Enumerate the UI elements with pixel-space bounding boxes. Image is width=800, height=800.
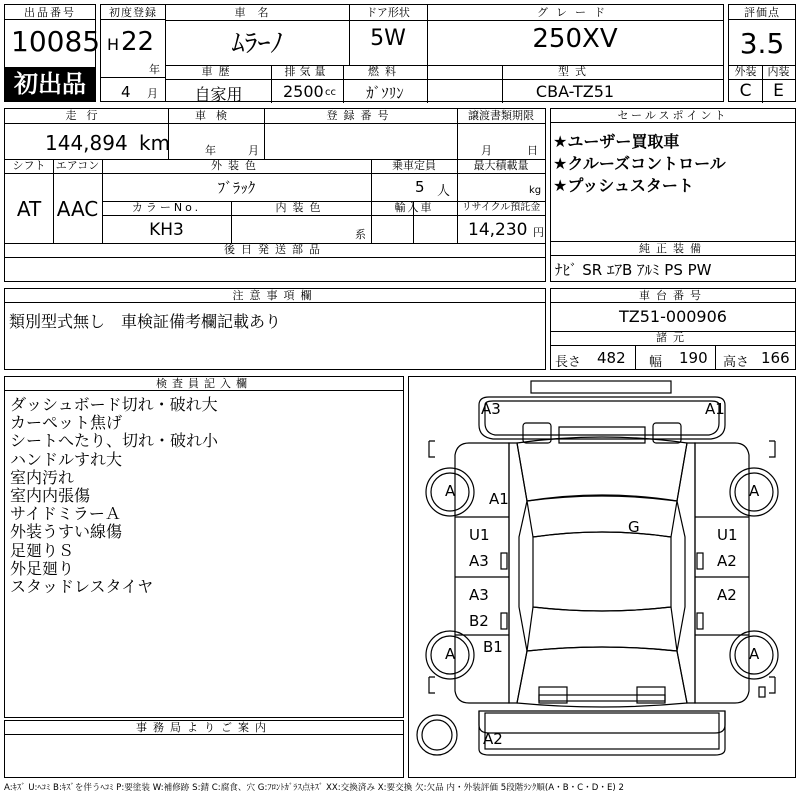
- inspector-item: ハンドルすれ大: [10, 449, 123, 469]
- width-label: 幅: [649, 355, 663, 370]
- genuine-equipment-box: [550, 242, 796, 282]
- transfer-deadline-label: 譲渡書類期限: [468, 109, 534, 122]
- load-label: 最大積載量: [473, 159, 529, 172]
- mark-door-rl-2: B2: [469, 612, 489, 630]
- ac-label: エアコン: [55, 159, 100, 172]
- exterior-label: 外装: [734, 65, 757, 78]
- inspector-item: スタッドレスタイヤ: [10, 577, 154, 597]
- recycle-label: リサイクル預託金: [461, 202, 541, 213]
- sales-points-label: セールスポイント: [551, 109, 795, 123]
- interior-color-unit: 系: [355, 228, 366, 241]
- mark-door-fl-1: U1: [469, 526, 490, 544]
- length-label: 長さ: [555, 355, 582, 370]
- color-label: 外装色: [211, 159, 262, 172]
- score-label: 評価点: [729, 5, 795, 20]
- ac: AAC: [56, 197, 99, 221]
- fuel-label: 燃料: [368, 65, 402, 78]
- interior-color-label: 内装色: [275, 201, 327, 214]
- door-type: 5W: [370, 26, 406, 51]
- mark-door-rr-1: A2: [717, 586, 737, 604]
- mileage-value: 144,894: [45, 131, 128, 155]
- office-box: [4, 720, 404, 778]
- mark-fender-fl: A1: [489, 490, 509, 508]
- mark-tire-rr: A: [749, 645, 760, 663]
- mark-door-fr-1: U1: [717, 526, 738, 544]
- inspector-item: 室内内張傷: [10, 486, 91, 506]
- inspector-list: [10, 396, 218, 596]
- grade-label: グレード: [537, 6, 613, 19]
- score: 3.5: [739, 27, 785, 60]
- color: ﾌﾞﾗｯｸ: [217, 179, 256, 197]
- capacity-unit: 人: [437, 184, 451, 199]
- displacement-unit: cc: [325, 87, 336, 98]
- import-label: 輸入車: [394, 201, 434, 214]
- inspector-box: [4, 376, 404, 718]
- inspector-item: シートへたり、切れ・破れ小: [10, 431, 219, 451]
- mileage-unit: km: [139, 131, 171, 155]
- color-no: KH3: [149, 220, 184, 240]
- mark-door-fl-2: A3: [469, 552, 489, 570]
- mark-rear-bumper: A2: [483, 730, 503, 748]
- inspector-item: 外装うすい線傷: [10, 522, 123, 542]
- recycle-value: 14,230: [468, 220, 528, 240]
- mileage-label: 走行: [65, 109, 108, 122]
- inspection-year-unit: 年: [205, 144, 216, 157]
- reg-label: 初度登録: [101, 5, 165, 20]
- height-value: 166: [761, 349, 790, 367]
- mark-door-rl-1: A3: [469, 586, 489, 604]
- era: H: [107, 35, 120, 54]
- width-value: 190: [679, 349, 708, 367]
- first-listing-badge: 初出品: [5, 67, 95, 101]
- score-box: [728, 4, 796, 102]
- sales-point-3: ★プッシュスタート: [553, 176, 694, 195]
- sales-point-1: ★ユーザー買取車: [553, 132, 680, 151]
- inspector-item: カーペット焦げ: [10, 413, 123, 433]
- history: 自家用: [194, 85, 243, 104]
- month-unit: 月: [147, 87, 158, 100]
- registration-date-box: [100, 4, 166, 102]
- shift: AT: [16, 197, 42, 221]
- legend: A:ｷｽﾞ U:ﾍｺﾐ B:ｷｽﾞを伴うﾍｺﾐ P:要塗装 W:補修跡 S:錆 C:腐食、穴 G:ﾌﾛﾝﾄｶﾞﾗｽ点ｷｽﾞ XX:交換済み X:要交換 欠:欠品 内・外装評価 5段階ﾗﾝｸ順(A・B・C・D・E) 2: [4, 783, 624, 793]
- mark-tire-fr: A: [749, 482, 760, 500]
- sales-point-2: ★クルーズコントロール: [553, 154, 726, 173]
- lot-label: 出品番号: [5, 5, 95, 20]
- mark-front-left: A3: [481, 400, 501, 418]
- sales-points-box: [550, 108, 796, 242]
- history-label: 車歴: [201, 65, 236, 78]
- model-label: 型式: [558, 65, 592, 78]
- capacity: 5: [415, 178, 425, 196]
- height-label: 高さ: [723, 355, 750, 370]
- inspector-item: ダッシュボード切れ・破れ大: [10, 395, 218, 414]
- car-name: ﾑﾗｰﾉ: [231, 29, 284, 59]
- dimensions-label: 諸元: [656, 331, 690, 344]
- chassis-number: TZ51-000906: [619, 307, 727, 326]
- fuel: ｶﾞｿﾘﾝ: [366, 84, 404, 102]
- details-box: [4, 108, 546, 282]
- inspector-item: サイドミラーＡ: [10, 504, 121, 524]
- year: 22: [121, 27, 155, 57]
- month: 4: [121, 83, 131, 101]
- office-label: 事務局よりご案内: [5, 721, 403, 735]
- interior-label: 内装: [767, 65, 790, 78]
- inspection-month-unit: 月: [248, 144, 259, 157]
- vehicle-box: [166, 4, 724, 102]
- inspector-label: 検査員記入欄: [5, 377, 403, 391]
- chassis-label: 車台番号: [551, 289, 795, 303]
- inspector-item: 足廻りＳ: [10, 540, 75, 560]
- capacity-label: 乗車定員: [392, 159, 436, 172]
- load-unit: kg: [529, 185, 542, 196]
- chassis-box: [550, 288, 796, 370]
- deadline-month-unit: 月: [481, 144, 492, 157]
- mark-fender-rl: B1: [483, 638, 503, 656]
- later-parts-label: 後日発送部品: [224, 243, 326, 256]
- year-unit: 年: [149, 63, 160, 76]
- deadline-day-unit: 日: [527, 144, 538, 157]
- model: CBA-TZ51: [535, 82, 615, 101]
- inspector-item: 室内汚れ: [10, 467, 75, 487]
- mark-roof: G: [628, 518, 640, 536]
- displacement: 2500: [283, 82, 324, 101]
- inspector-item: 外足廻り: [10, 558, 75, 578]
- notes-text: 類別型式無し 車検証備考欄記載あり: [9, 312, 282, 331]
- interior-grade: E: [773, 81, 784, 101]
- car-outline: [409, 377, 795, 777]
- notes-label: 注意事項欄: [5, 289, 545, 303]
- shift-label: シフト: [12, 159, 46, 172]
- exterior-grade: C: [739, 81, 752, 101]
- car-name-label: 車名: [234, 6, 281, 19]
- lot-box: [4, 4, 101, 102]
- grade: 250XV: [532, 24, 618, 54]
- genuine-equipment-label: 純正装備: [551, 242, 795, 256]
- lot-number: 10085: [11, 25, 101, 58]
- mark-tire-fl: A: [445, 482, 456, 500]
- recycle-unit: 円: [533, 226, 544, 239]
- door-label: ドア形状: [366, 6, 410, 19]
- car-diagram: [408, 376, 796, 778]
- inspection-label: 車検: [195, 109, 237, 122]
- length-value: 482: [597, 349, 626, 367]
- mark-door-fr-2: A2: [717, 552, 737, 570]
- registration-label: 登録番号: [326, 109, 395, 122]
- displacement-label: 排気量: [284, 65, 330, 78]
- mark-tire-rl: A: [445, 645, 456, 663]
- genuine-equipment: ﾅﾋﾞ SR ｴｱB ｱﾙﾐ PS PW: [555, 261, 712, 279]
- mark-front-right: A1: [705, 400, 725, 418]
- notes-box: [4, 288, 546, 370]
- color-no-label: カラーNo.: [131, 201, 202, 214]
